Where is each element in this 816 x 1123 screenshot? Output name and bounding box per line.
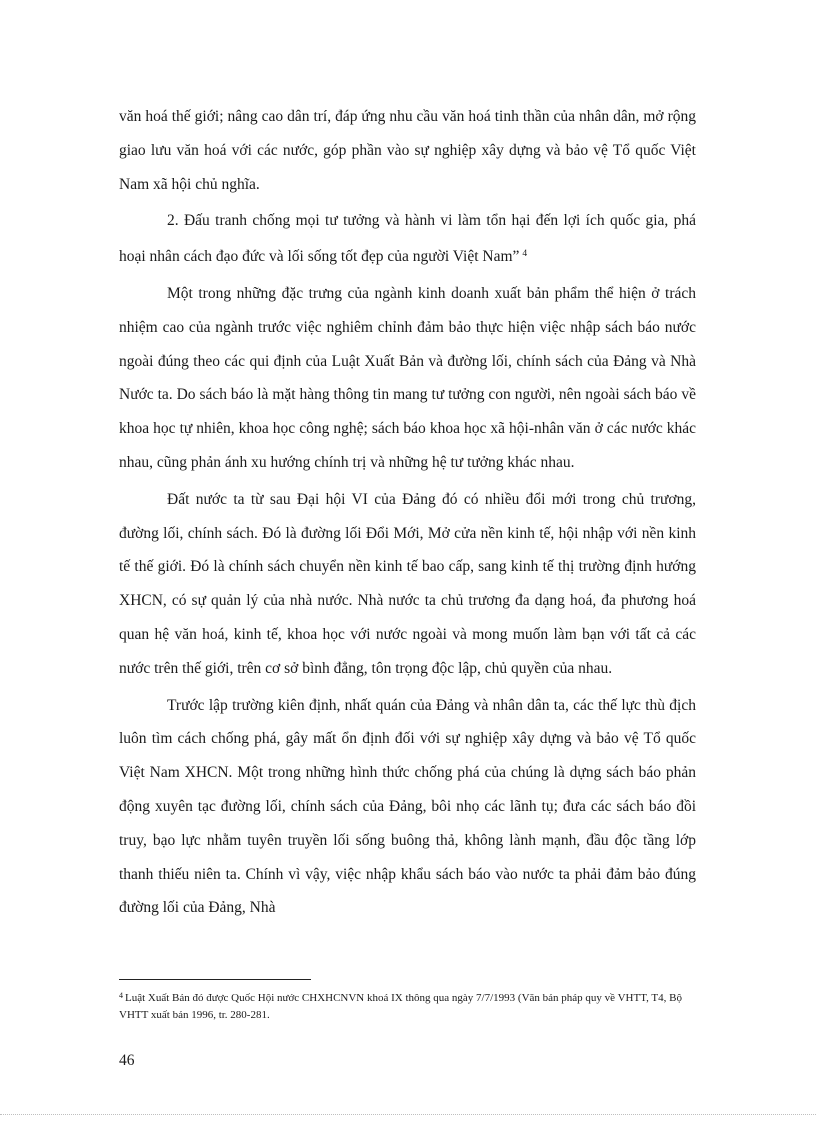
paragraph-hostile-forces: Trước lập trường kiên định, nhất quán của Đảng và nhân dân ta, các thế lực thù địch luôn tìm cách chống phá, gây mất ổn định đối với sự nghiệp xây dựng và bảo vệ Tổ quốc Việt Nam XHCN. Một trong những hình thức chống phá của chúng là dựng sách báo phản động xuyên tạc đường lối, chính sách của Đảng, bôi nhọ các lãnh tụ; đưa các sách báo đồi truy, bạo lực nhằm tuyên truyền lối sống buông thả, không lành mạnh, đầu độc tầng lớp thanh thiếu niên ta. Chính vì vậy, việc nhập khẩu sách báo vào nước ta phải đảm bảo đúng đường lối của Đảng, Nhà <box>119 696 696 917</box>
quote-item-text: 2. Đấu tranh chống mọi tư tưởng và hành vi làm tổn hại đến lợi ích quốc gia, phá hoại nhân cách đạo đức và lối sống tốt đẹp của người Việt Nam” <box>119 212 696 266</box>
body-text <box>119 100 696 925</box>
page-number: 46 <box>119 1052 135 1069</box>
footnote-separator <box>119 979 311 980</box>
paragraph-policy: Đất nước ta từ sau Đại hội VI của Đảng đó có nhiều đổi mới trong chủ trương, đường lối, chính sách. Đó là đường lối Đổi Mới, Mở cửa nền kinh tế, hội nhập với nền kinh tế thế giới. Đó là chính sách chuyển nền kinh tế bao cấp, sang kinh tế thị trường định hướng XHCN, có sự quản lý của nhà nước. Nhà nước ta chủ trương đa dạng hoá, đa phương hoá quan hệ văn hoá, kinh tế, khoa học với nước ngoài và mong muốn làm bạn với tất cả các nước trên thế giới, trên cơ sở bình đẳng, tôn trọng độc lập, chủ quyền của nhau. <box>119 490 696 677</box>
page-bottom-border <box>0 1114 816 1115</box>
paragraph-characteristics: Một trong những đặc trưng của ngành kinh doanh xuất bản phẩm thể hiện ở trách nhiệm cao của ngành trước việc nghiêm chỉnh đảm bảo thực hiện việc nhập sách báo nước ngoài đúng theo các qui định của Luật Xuất Bản và đường lối, chính sách của Đảng và Nhà Nước ta. Do sách báo là mặt hàng thông tin mang tư tưởng con người, nên ngoài sách báo về khoa học tự nhiên, khoa học công nghệ; sách báo khoa học xã hội-nhân văn ở các nước khác nhau, cũng phản ánh xu hướng chính trị và những hệ tư tưởng khác nhau. <box>119 284 696 471</box>
footnote-text: Luật Xuất Bản đó được Quốc Hội nước CHXHCNVN khoá IX thông qua ngày 7/7/1993 (Văn bản pháp quy về VHTT, T4, Bộ VHTT xuất bản 1996, tr. 280-281. <box>119 992 682 1021</box>
footnote-number: 4 <box>119 991 123 1000</box>
paragraph-quote-item-2 <box>119 204 696 274</box>
footnote <box>119 987 703 1024</box>
footnote-reference: 4 <box>522 249 528 260</box>
paragraph-continuation: văn hoá thế giới; nâng cao dân trí, đáp ứng nhu cầu văn hoá tinh thần của nhân dân, mở rộng giao lưu văn hoá với các nước, góp phần vào sự nghiệp xây dựng và bảo vệ Tổ quốc Việt Nam xã hội chủ nghĩa. <box>119 108 696 193</box>
